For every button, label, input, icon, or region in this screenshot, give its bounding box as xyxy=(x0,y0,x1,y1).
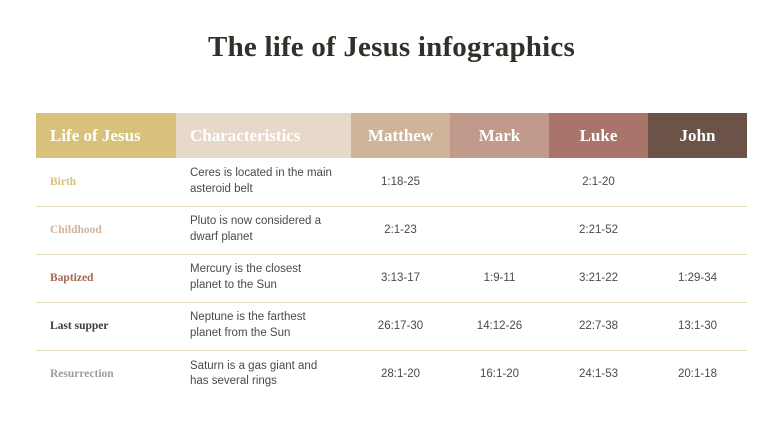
row-luke-resurrection: 24:1-53 xyxy=(578,368,618,381)
row-luke-childhood: 2:21-52 xyxy=(549,206,648,254)
row-luke-last-supper: 22:7-38 xyxy=(549,302,648,350)
row-john-birth xyxy=(648,158,747,206)
row-john-childhood xyxy=(648,206,747,254)
column-header-characteristics: Characteristics xyxy=(176,113,351,158)
row-matthew-childhood: 2:1-23 xyxy=(351,206,450,254)
row-matthew-baptized: 3:13-17 xyxy=(351,254,450,302)
row-luke-birth: 2:1-20 xyxy=(549,158,648,206)
row-mark-birth xyxy=(450,158,549,206)
infographic-table-container xyxy=(36,113,747,398)
row-matthew-birth: 1:18-25 xyxy=(351,158,450,206)
row-characteristics-last-supper: Neptune is the farthest planet from the Sun xyxy=(176,302,351,350)
row-matthew-last-supper: 26:17-30 xyxy=(351,302,450,350)
row-luke-baptized: 3:21-22 xyxy=(549,254,648,302)
row-characteristics-resurrection: Saturn is a gas giant and has several rings xyxy=(190,359,318,388)
row-stage-childhood: Childhood xyxy=(36,206,176,254)
row-stage-resurrection: Resurrection xyxy=(50,368,114,381)
row-mark-resurrection: 16:1-20 xyxy=(479,368,519,381)
row-john-last-supper: 13:1-30 xyxy=(648,302,747,350)
row-stage-last-supper: Last supper xyxy=(36,302,176,350)
column-header-life-of-jesus: Life of Jesus xyxy=(36,113,176,158)
table-row xyxy=(36,302,747,350)
column-header-luke: Luke xyxy=(549,113,648,158)
page-title: The life of Jesus infographics xyxy=(208,31,575,63)
row-mark-last-supper: 14:12-26 xyxy=(450,302,549,350)
row-mark-baptized: 1:9-11 xyxy=(450,254,549,302)
row-characteristics-birth: Ceres is located in the main asteroid belt xyxy=(176,158,351,206)
row-john-resurrection: 20:1-18 xyxy=(677,368,717,381)
column-header-mark: Mark xyxy=(450,113,549,158)
table-header-row xyxy=(36,113,747,158)
column-header-matthew: Matthew xyxy=(351,113,450,158)
row-john-baptized: 1:29-34 xyxy=(648,254,747,302)
row-mark-childhood xyxy=(450,206,549,254)
row-characteristics-childhood: Pluto is now considered a dwarf planet xyxy=(176,206,351,254)
row-stage-baptized: Baptized xyxy=(36,254,176,302)
row-stage-birth: Birth xyxy=(36,158,176,206)
life-of-jesus-table xyxy=(36,113,747,398)
table-row xyxy=(36,158,747,206)
table-row xyxy=(36,206,747,254)
row-matthew-resurrection: 28:1-20 xyxy=(380,368,420,381)
column-header-john: John xyxy=(648,113,747,158)
table-row xyxy=(36,350,747,398)
table-row xyxy=(36,254,747,302)
row-characteristics-baptized: Mercury is the closest planet to the Sun xyxy=(176,254,351,302)
